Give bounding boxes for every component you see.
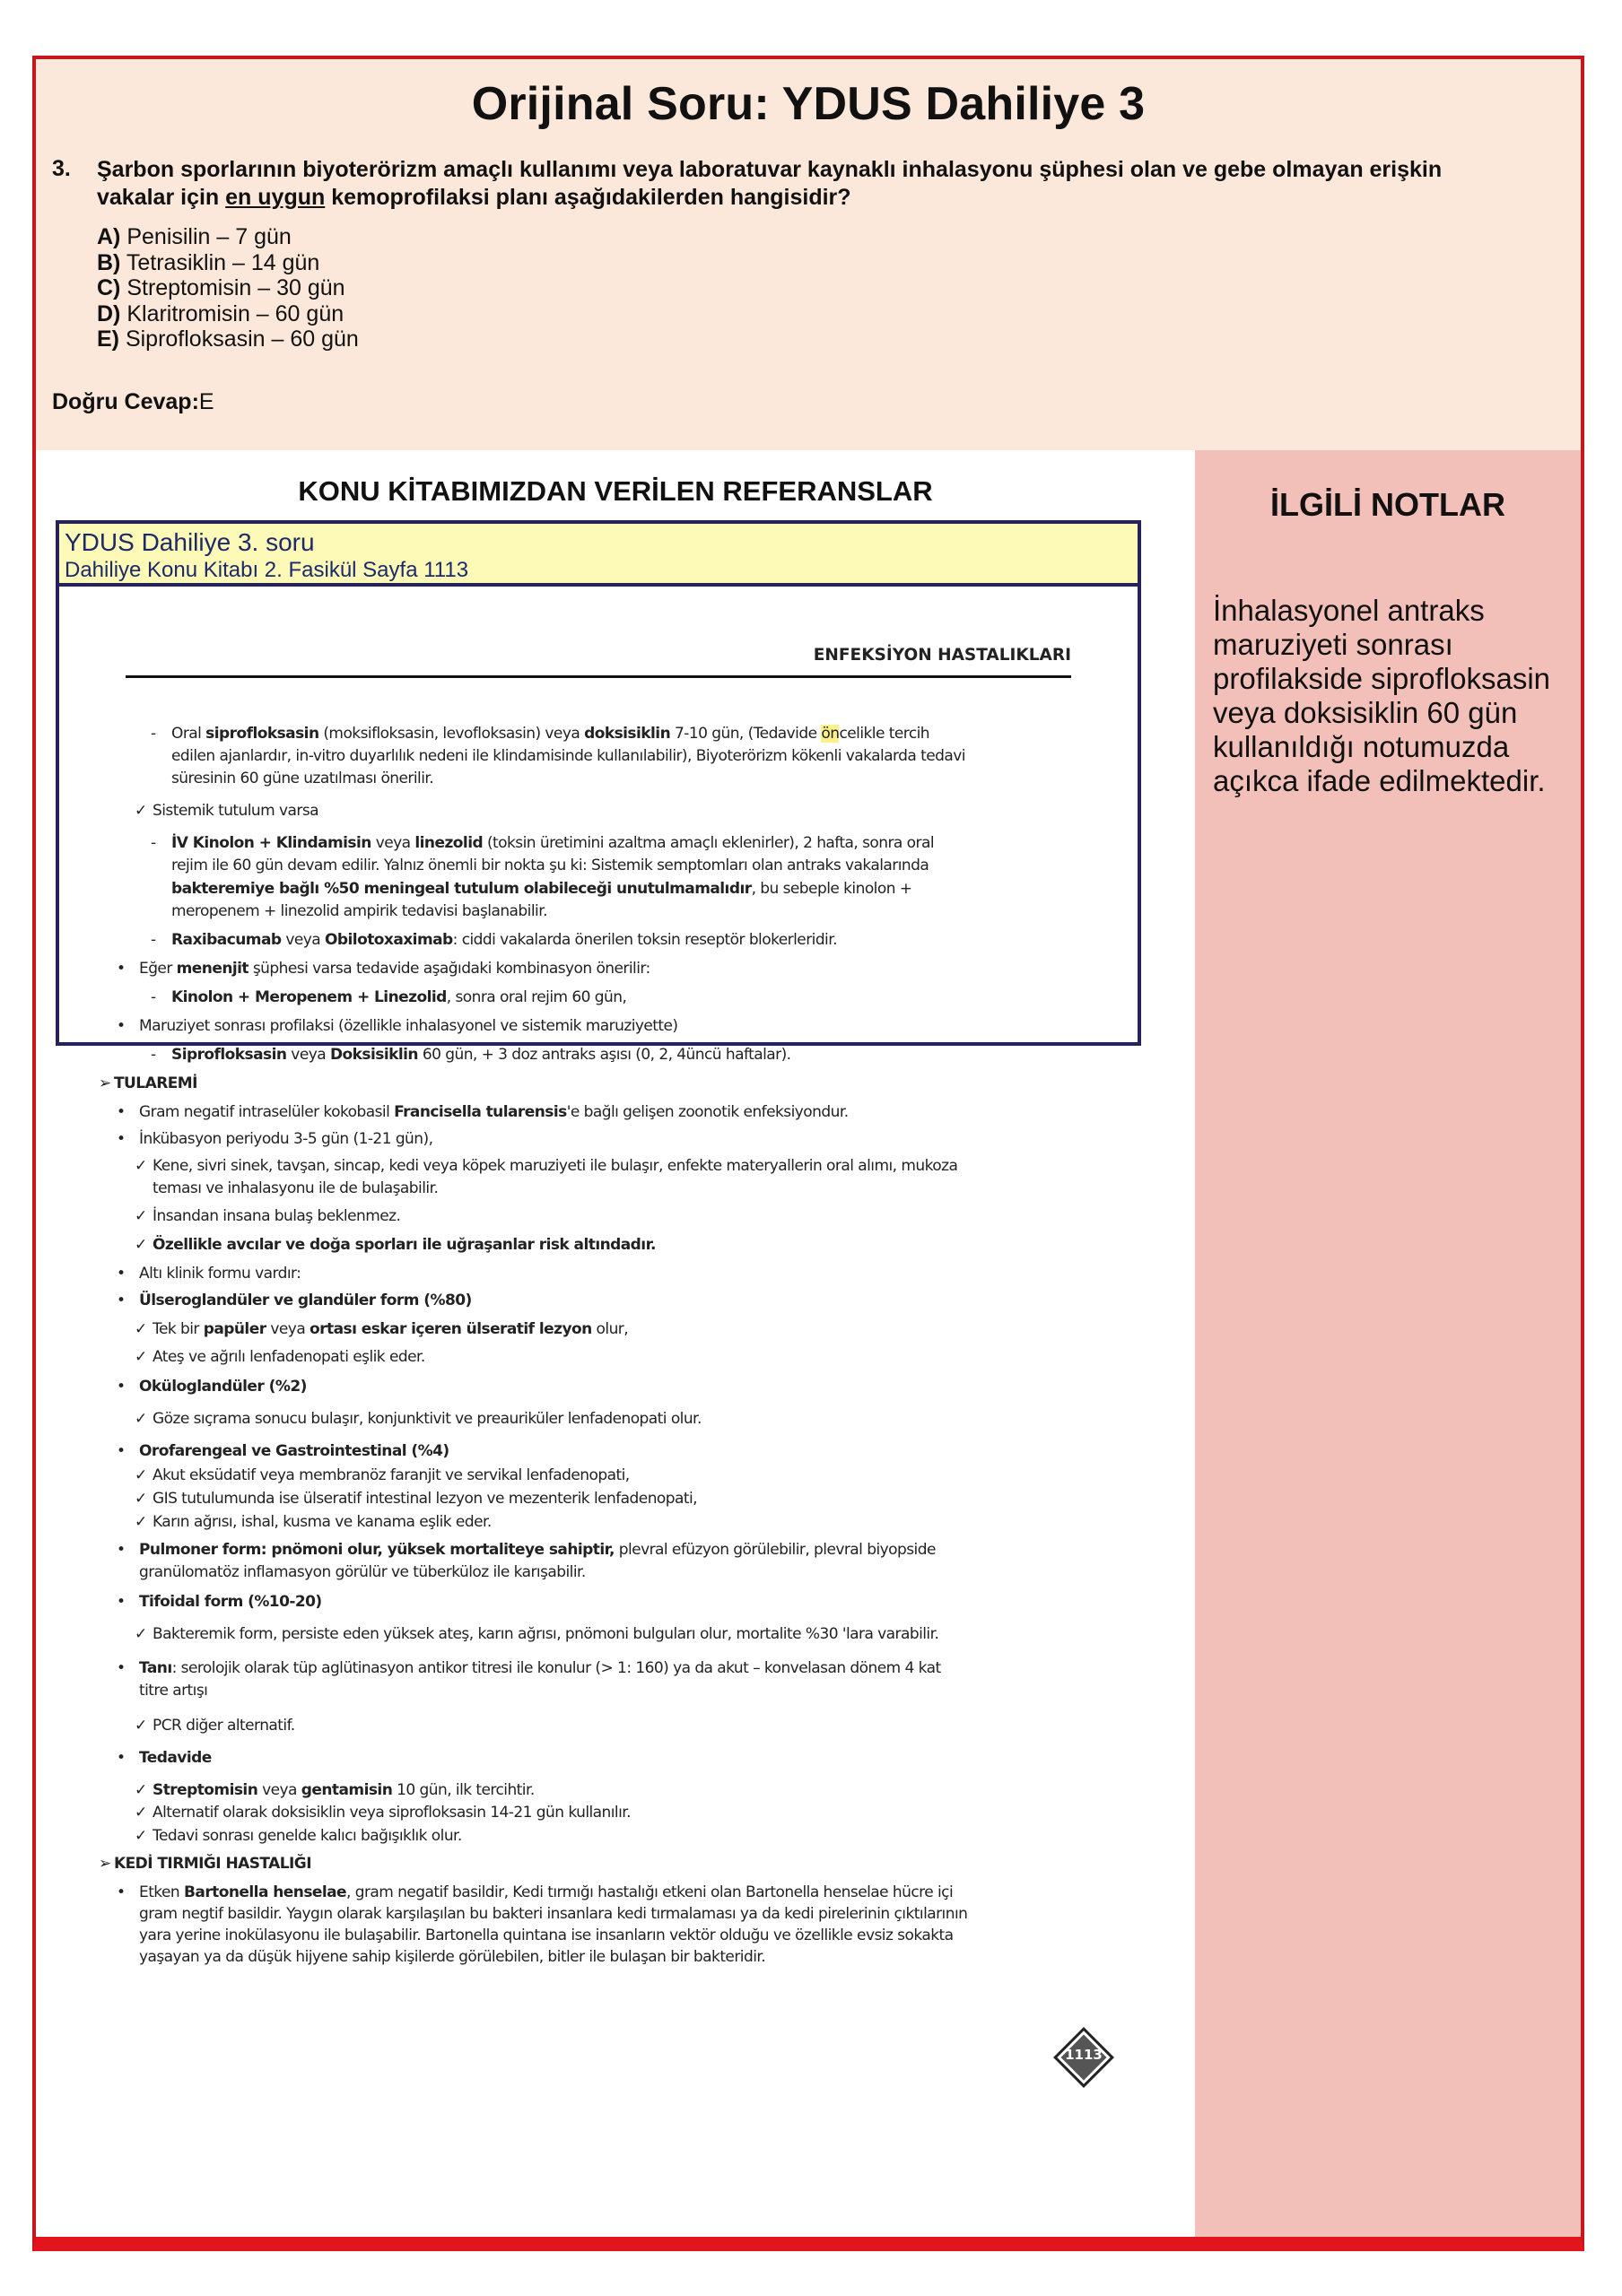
question-panel	[36, 59, 1581, 450]
option-letter: A)	[97, 224, 121, 249]
book-line	[153, 1348, 425, 1366]
bold-text: Raxibacumab	[171, 931, 282, 949]
book-text: , sonra oral rejim 60 gün,	[446, 988, 627, 1006]
book-text: Gram negatif intraselüler kokobasil	[139, 1103, 395, 1121]
option-text: Penisilin – 7 gün	[120, 224, 292, 249]
notes-title: İLGİLİ NOTLAR	[1270, 486, 1505, 523]
book-line	[171, 880, 911, 898]
book-line	[139, 1563, 586, 1581]
book-text: : serolojik olarak tüp aglütinasyon antikor titresi ile konulur (> 1: 160) ya da akut – konvelasan dönem 4 kat	[171, 1659, 941, 1677]
book-line-marker: •	[117, 1883, 126, 1901]
book-line-marker: ✓	[135, 1236, 148, 1254]
book-line	[153, 1410, 702, 1428]
book-line	[171, 1046, 791, 1064]
book-line-marker: ➢	[99, 1074, 112, 1092]
reference-box-header	[59, 524, 1138, 587]
bold-text: Francisella tularensis	[394, 1103, 567, 1121]
book-line	[139, 1103, 849, 1121]
book-text: veya	[371, 834, 415, 852]
book-text: Kene, sivri sinek, tavşan, sincap, kedi veya köpek maruziyeti ile bulaşır, enfekte materyallerin oral alımı, mukoza	[153, 1157, 958, 1175]
book-text: , gram negatif basildir, Kedi tırmığı hastalığı etkeni olan Bartonella henselae hücre içi	[346, 1883, 954, 1901]
book-line-marker: -	[151, 1046, 157, 1064]
question-text	[97, 156, 1496, 212]
book-text: veya	[257, 1781, 301, 1799]
book-text: , bu sebeple kinolon +	[751, 880, 912, 898]
book-line-marker: ✓	[135, 1348, 148, 1366]
book-text: Tedavi sonrası genelde kalıcı bağışıklık olur.	[153, 1827, 462, 1845]
book-text: Oral	[171, 725, 206, 743]
bold-text: doksisiklin	[584, 725, 671, 743]
option-letter: E)	[97, 326, 119, 352]
option-d	[97, 301, 359, 327]
bold-text: Pulmoner form: pnömoni olur, yüksek mortaliteye sahiptir,	[139, 1541, 615, 1559]
book-line-marker: ✓	[135, 1827, 148, 1845]
book-line	[153, 1625, 938, 1643]
book-line-marker: ✓	[135, 1207, 148, 1225]
book-line	[153, 1804, 631, 1822]
book-text: meropenem + linezolid ampirik tedavisi başlanabilir.	[171, 902, 547, 920]
book-line	[171, 725, 929, 743]
book-text: rejim ile 60 gün devam edilir. Yalnız önemli bir nokta şu ki: Sistemik semptomları olan antraks vakalarında	[171, 857, 929, 874]
bold-text: Özellikle avcılar ve doğa sporları ile uğraşanlar risk altındadır.	[153, 1236, 656, 1254]
book-line-marker: •	[117, 1442, 126, 1460]
book-text: Eğer	[139, 960, 177, 978]
book-text: yaşayan ya da düşük hijyene sahip kişilerde görülebilen, bitler ile bulaşan bir bakteridir.	[139, 1948, 766, 1966]
bold-text: siprofloksasin	[205, 725, 319, 743]
book-line	[114, 1074, 197, 1092]
bold-text: papüler	[203, 1320, 266, 1338]
question-text-part1: Şarbon sporlarının biyoterörizm amaçlı kullanımı veya laboratuvar kaynaklı inhalasyonu şüphesi olan ve gebe olmayan erişkin vakalar için	[97, 157, 1443, 210]
book-line-marker: •	[117, 1749, 126, 1767]
book-line	[153, 1320, 628, 1338]
book-line	[171, 902, 547, 920]
book-line	[153, 1717, 295, 1735]
book-text: veya	[281, 931, 325, 949]
book-text: Alternatif olarak doksisiklin veya siprofloksasin 14-21 gün kullanılır.	[153, 1804, 632, 1822]
book-text: ön	[821, 725, 840, 743]
notes-panel	[1195, 450, 1581, 2244]
page-number: 1113	[1065, 2047, 1103, 2063]
bold-text: linezolid	[414, 834, 484, 852]
bold-text: gentamisin	[301, 1781, 393, 1799]
book-line	[171, 931, 837, 949]
bold-text: Ülseroglandüler ve glandüler form (%80)	[139, 1292, 472, 1309]
book-text: PCR diğer alternatif.	[153, 1717, 295, 1735]
book-line-marker: •	[117, 1103, 126, 1121]
option-e	[97, 326, 359, 352]
book-text: : ciddi vakalarda önerilen toksin reseptör blokerleridir.	[452, 931, 837, 949]
book-line	[153, 1490, 697, 1508]
book-line	[139, 1378, 307, 1396]
book-text: edilen ajanlardır, in-vitro duyarlılık nedeni ile klindamisinde kullanılabilir), Biyoterörizm kökenli vakalarda tedavi	[171, 747, 965, 765]
book-line	[153, 1236, 656, 1254]
book-line-marker: ➢	[99, 1855, 112, 1873]
book-line-marker: ✓	[135, 1410, 148, 1428]
book-line	[171, 857, 929, 874]
option-b	[97, 250, 359, 276]
answer-label: Doğru Cevap:	[52, 389, 199, 414]
book-section-header: ENFEKSİYON HASTALIKLARI	[813, 646, 1071, 665]
option-text: Siprofloksasin – 60 gün	[119, 326, 359, 352]
book-line	[153, 802, 318, 820]
book-text: 10 gün, ilk tercihtir.	[392, 1781, 535, 1799]
bold-text: Doksisiklin	[329, 1046, 418, 1064]
book-line-marker: •	[117, 1265, 126, 1283]
book-line	[139, 1593, 322, 1611]
book-text: gram negtif basildir. Yaygın olarak karşılaşılan bu bakteri insanlara kedi tırmalaması ya da kedi pirelerinin çıktılarının	[139, 1905, 968, 1923]
option-letter: D)	[97, 300, 121, 326]
book-text: Etken	[139, 1883, 184, 1901]
book-line-marker: -	[151, 931, 157, 949]
book-line	[139, 1682, 207, 1700]
book-line-marker: •	[117, 1541, 126, 1559]
reference-box-title: YDUS Dahiliye 3. soru	[65, 528, 315, 556]
book-text: (toksin üretimini azaltma amaçlı eklenirler), 2 hafta, sonra oral	[483, 834, 934, 852]
option-letter: C)	[97, 275, 121, 300]
book-line	[139, 1905, 967, 1923]
book-line	[139, 1442, 449, 1460]
book-line	[139, 1292, 472, 1309]
book-text: Bakteremik form, persiste eden yüksek ateş, karın ağrısı, pnömoni bulguları olur, mortalite %30 'lara varabilir.	[153, 1625, 939, 1643]
book-line	[153, 1513, 492, 1531]
answer-value: E	[198, 389, 214, 414]
bold-text: Tifoidal form (%10-20)	[139, 1593, 322, 1611]
bold-text: KEDİ TIRMIĞI HASTALIĞI	[114, 1855, 311, 1873]
book-line	[139, 1659, 941, 1677]
book-line-marker: •	[117, 1659, 126, 1677]
book-text: Maruziyet sonrası profilaksi (özellikle inhalasyonel ve sistemik maruziyette)	[139, 1017, 678, 1035]
book-line	[114, 1855, 311, 1873]
option-text: Klaritromisin – 60 gün	[120, 300, 344, 326]
book-line	[171, 988, 626, 1006]
book-line-marker: •	[117, 1017, 126, 1035]
book-text: şüphesi varsa tedavide aşağıdaki kombinasyon önerilir:	[249, 960, 650, 978]
book-line	[153, 1781, 535, 1799]
option-text: Tetrasiklin – 14 gün	[120, 249, 320, 275]
bold-text: TULAREMİ	[114, 1074, 197, 1092]
question-number: 3.	[52, 156, 71, 181]
book-line	[139, 960, 650, 978]
book-text: Karın ağrısı, ishal, kusma ve kanama eşlik eder.	[153, 1513, 492, 1531]
bold-text: Kinolon + Meropenem + Linezolid	[171, 988, 447, 1006]
book-line	[139, 1926, 953, 1944]
question-text-underlined: en uygun	[225, 185, 326, 210]
book-line	[139, 1017, 678, 1035]
option-c	[97, 275, 359, 301]
book-text: celikle tercih	[839, 725, 930, 743]
book-line	[153, 1157, 957, 1175]
book-text: Altı klinik formu vardır:	[139, 1265, 301, 1283]
references-title: KONU KİTABIMIZDAN VERİLEN REFERANSLAR	[298, 475, 933, 507]
book-line	[139, 1749, 212, 1767]
book-text: İnsandan insana bulaş beklenmez.	[153, 1207, 401, 1225]
book-text: (moksifloksasin, levofloksasin) veya	[318, 725, 585, 743]
book-line	[171, 834, 934, 852]
book-line	[171, 747, 965, 765]
book-line-marker: -	[151, 725, 157, 743]
book-line	[171, 770, 433, 787]
book-text: titre artışı	[139, 1682, 208, 1700]
bold-text: İV Kinolon + Klindamisin	[171, 834, 371, 852]
bold-text: Obilotoxaximab	[325, 931, 453, 949]
book-text: yara yerine inokülasyonu ile bulaşabilir. Bartonella quintana ise insanların vektör olduğu ve özellikle evsiz sokakta	[139, 1926, 954, 1944]
book-line	[139, 1883, 953, 1901]
book-line	[139, 1948, 765, 1966]
book-line-marker: ✓	[135, 1157, 148, 1175]
book-text: 60 gün, + 3 doz antraks aşısı (0, 2, 4üncü haftalar).	[417, 1046, 791, 1064]
book-text: plevral efüzyon görülebilir, plevral biyopside	[614, 1541, 936, 1559]
book-line	[153, 1466, 630, 1484]
book-text: veya	[286, 1046, 330, 1064]
option-text: Streptomisin – 30 gün	[120, 275, 345, 300]
book-line-marker: •	[117, 1292, 126, 1309]
book-text: Göze sıçrama sonucu bulaşır, konjunktivit ve preauriküler lenfadenopati olur.	[153, 1410, 702, 1428]
bold-text: ortası eskar içeren ülseratif lezyon	[310, 1320, 592, 1338]
option-letter: B)	[97, 249, 121, 275]
bold-text: Orofarengeal ve Gastrointestinal (%4)	[139, 1442, 449, 1460]
bold-text: Streptomisin	[153, 1781, 258, 1799]
book-text: Tek bir	[153, 1320, 204, 1338]
book-text: veya	[266, 1320, 310, 1338]
book-line-marker: -	[151, 988, 157, 1006]
bold-text: Tanı	[139, 1659, 172, 1677]
bold-text: bakteremiye bağlı %50 meningeal tutulum olabileceği unutulmamalıdır	[171, 880, 752, 898]
book-line-marker: •	[117, 1378, 126, 1396]
reference-box-source: Dahiliye Konu Kitabı 2. Fasikül Sayfa 1113	[65, 558, 469, 582]
book-text: GIS tutulumunda ise ülseratif intestinal lezyon ve mezenterik lenfadenopati,	[153, 1490, 698, 1508]
book-text: teması ve inhalasyonu ile de bulaşabilir.	[153, 1179, 439, 1197]
book-line-marker: ✓	[135, 1781, 148, 1799]
book-text: 'e bağlı gelişen zoonotik enfeksiyondur.	[566, 1103, 849, 1121]
page-title: Orijinal Soru: YDUS Dahiliye 3	[471, 78, 1146, 130]
bold-text: Siprofloksasin	[171, 1046, 287, 1064]
book-line-marker: •	[117, 1593, 126, 1611]
bold-text: Okülоglandüler (%2)	[139, 1378, 307, 1396]
notes-text: İnhalasyonel antraks maruziyeti sonrası profilakside siprofloksasin veya doksisiklin 60 gün kullanıldığı notumuzda açıkca ifade edilmektedir.	[1213, 594, 1551, 797]
book-section-rule	[126, 675, 1071, 678]
option-a	[97, 224, 359, 250]
book-text: olur,	[591, 1320, 629, 1338]
book-line-marker: ✓	[135, 1804, 148, 1822]
book-line-marker: •	[117, 960, 126, 978]
correct-answer	[52, 389, 214, 415]
bold-text: menenjit	[176, 960, 249, 978]
book-line-marker: ✓	[135, 1466, 148, 1484]
book-line-marker: ✓	[135, 1625, 148, 1643]
book-text: Akut eksüdatif veya membranöz faranjit ve servikal lenfadenopati,	[153, 1466, 630, 1484]
book-text: granülomatöz inflamasyon görülür ve tüberküloz ile karışabilir.	[139, 1563, 586, 1581]
book-text: Sistemik tutulum varsa	[153, 802, 319, 820]
book-line-marker: ✓	[135, 1513, 148, 1531]
book-text: İnkübasyon periyodu 3-5 gün (1-21 gün),	[139, 1130, 433, 1148]
book-line-marker: ✓	[135, 1490, 148, 1508]
bold-text: Tedavide	[139, 1749, 212, 1767]
book-line	[153, 1827, 462, 1845]
book-line	[139, 1265, 301, 1283]
book-line	[139, 1541, 936, 1559]
book-line-marker: ✓	[135, 1320, 148, 1338]
book-text: Ateş ve ağrılı lenfadenopati eşlik eder.	[153, 1348, 425, 1366]
book-text: 7-10 gün, (Tedavide	[670, 725, 822, 743]
answer-options	[97, 224, 359, 352]
book-line	[153, 1179, 438, 1197]
book-line-marker: •	[117, 1130, 126, 1148]
book-line	[139, 1130, 432, 1148]
book-line	[153, 1207, 400, 1225]
book-text: süresinin 60 güne uzatılması önerilir.	[171, 770, 434, 787]
bold-text: Bartonella henselae	[183, 1883, 347, 1901]
book-line-marker: -	[151, 834, 157, 852]
book-line-marker: ✓	[135, 802, 148, 820]
question-text-part2: kemoprofilaksi planı aşağıdakilerden hangisidir?	[325, 185, 851, 210]
book-line-marker: ✓	[135, 1717, 148, 1735]
